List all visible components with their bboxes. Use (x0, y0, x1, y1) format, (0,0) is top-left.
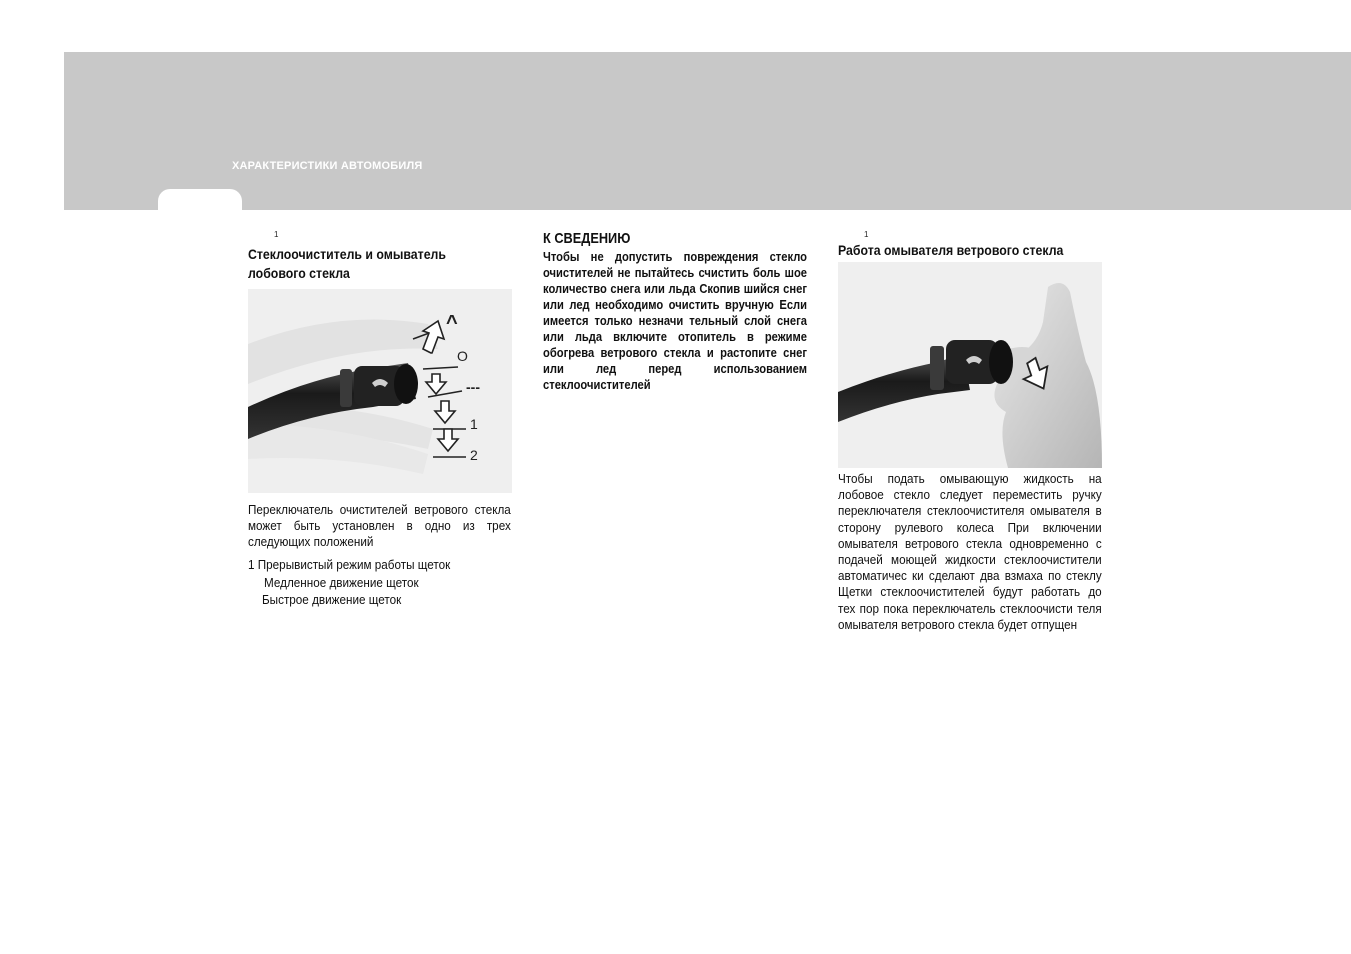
washer-ring (340, 369, 352, 407)
list-item: 1 Прерывистый режим работы щеток (248, 557, 451, 572)
note-text: Чтобы не допустить повреждения стекло очистителей не пытайтесь счистить боль шое количество снега или льда Скопив шийся снег или лед необходимо очистить вручную Если имеется только незначи тельный слой снега или льда включите отопитель в режиме обогрева ветрового стекла и растопите снег или лед перед использованием стеклоочистителей (543, 249, 808, 392)
position-label-up: ^ (446, 312, 458, 334)
note-title-wrap (543, 230, 646, 247)
note-text-wrap (543, 249, 850, 393)
list-item: Медленное движение щеток (264, 574, 419, 590)
section-title: ХАРАКТЕРИСТИКИ АВТОМОБИЛЯ (232, 160, 423, 172)
washer-figure (838, 262, 1102, 468)
position-label-high: 2 (470, 447, 478, 463)
washer-illustration (838, 262, 1102, 468)
left-heading-line1: Стеклоочиститель и омыватель (248, 246, 446, 262)
right-heading: Работа омывателя ветрового стекла (838, 242, 1064, 258)
left-paragraph: Переключатель очистителей ветрового стекла может быть установлен в одно из трех следующих положений (248, 502, 511, 550)
position-label-intermittent: --- (466, 379, 480, 395)
header-band (64, 52, 1351, 210)
position-label-off: O (457, 348, 468, 364)
list-item: Быстрое движение щеток (262, 592, 402, 607)
right-paragraph: Чтобы подать омывающую жидкость на лобовое стекло следует переместить ручку переключателя стеклоочистителя омывателя в сторону рулевого колеса При включении омывателя ветрового стекла одновременно с подачей моющей жидкости стеклоочистители автоматичес ки сделают два взмаха по стеклу Щетки стеклоочистителей будут работать до тех пор пока переключатель стеклоочисти теля омывателя ветрового стекла будет отпущен (838, 471, 1102, 632)
positions-list (248, 556, 473, 609)
note-title: К СВЕДЕНИЮ (543, 230, 631, 247)
wiper-lever-figure (248, 289, 512, 493)
right-heading-wrap (838, 241, 1094, 260)
left-paragraph-block (248, 502, 540, 551)
right-paragraph-block (838, 471, 1131, 633)
right-marker: 1 (864, 230, 869, 239)
left-heading (248, 245, 473, 283)
left-marker: 1 (274, 230, 279, 239)
left-heading-line2: лобового стекла (248, 265, 350, 281)
wiper-lever-illustration (248, 289, 512, 493)
position-label-low: 1 (470, 416, 478, 432)
page-number-tab (158, 189, 242, 219)
